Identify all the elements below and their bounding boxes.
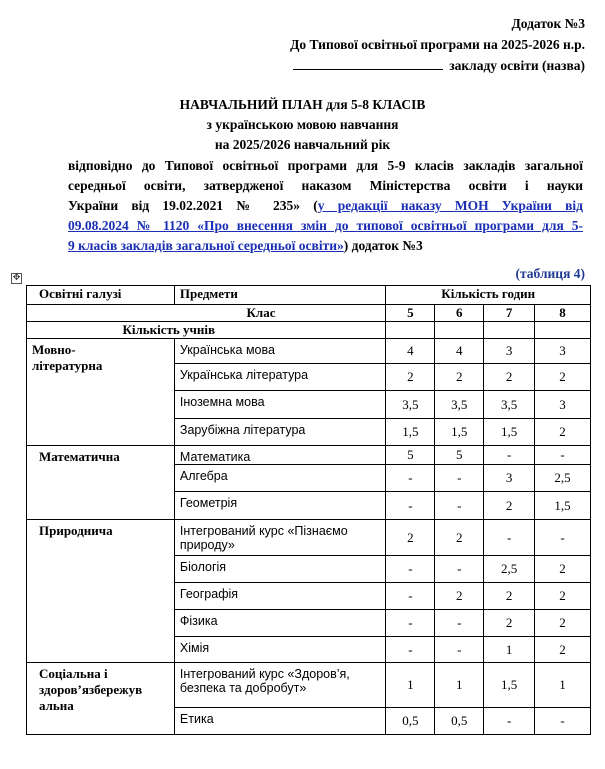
students-label: Кількість учнів <box>27 322 386 339</box>
hours-cell: 4 <box>435 339 484 364</box>
class-8: 8 <box>535 305 591 322</box>
subject-name: Іноземна мова <box>174 391 386 419</box>
hours-cell: - <box>386 583 435 610</box>
hours-cell: - <box>535 520 591 556</box>
subject-name: Зарубіжна література <box>174 419 386 446</box>
class-5: 5 <box>386 305 435 322</box>
class-row <box>27 305 591 322</box>
hours-cell: - <box>386 637 435 663</box>
hours-cell: 2 <box>535 637 591 663</box>
subject-name: Алгебра <box>174 465 386 492</box>
header-hours: Кількість годин <box>386 286 591 305</box>
hours-cell: 2 <box>535 610 591 637</box>
subject-name: Фізика <box>174 610 386 637</box>
order-link[interactable]: у редакції наказу МОН України від <box>317 198 584 213</box>
hours-cell: 1,5 <box>484 663 535 708</box>
hours-cell: 2 <box>435 520 484 556</box>
table-number: (таблиця 4) <box>515 266 585 281</box>
table-row <box>27 520 591 556</box>
hours-cell: 3,5 <box>386 391 435 419</box>
basis-text: України від 19.02.2021 № 235» ( <box>68 198 318 213</box>
order-link-end[interactable]: 9 класів закладів загальної середньої освіти» <box>68 238 344 253</box>
hours-cell: 2 <box>484 364 535 391</box>
area-name: Математична <box>27 446 175 520</box>
hours-cell: 1 <box>386 663 435 708</box>
subject-name: Біологія <box>174 556 386 583</box>
hours-cell: - <box>435 465 484 492</box>
appendix-subtitle: До Типової освітньої програми на 2025-2026 н.р. <box>290 37 585 52</box>
area-name: Соціальна і здоров’язбережув альна <box>27 663 175 735</box>
hours-cell: 2 <box>435 364 484 391</box>
hours-cell: - <box>386 492 435 520</box>
hours-cell: - <box>484 446 535 465</box>
hours-cell: 2 <box>386 364 435 391</box>
hours-cell: 2 <box>435 583 484 610</box>
table-row <box>27 663 591 708</box>
subject-name: Українська мова <box>174 339 386 364</box>
class-7: 7 <box>484 305 535 322</box>
hours-cell: - <box>535 446 591 465</box>
class-6: 6 <box>435 305 484 322</box>
hours-cell: 2 <box>484 492 535 520</box>
table-header-row <box>27 286 591 305</box>
hours-cell: 4 <box>386 339 435 364</box>
hours-cell: 2 <box>535 583 591 610</box>
header-subjects: Предмети <box>174 286 386 305</box>
basis-paragraph-line-2: середньої освіти, затвердженої наказом Міністерства освіти і науки <box>68 178 583 193</box>
subject-name: Географія <box>174 583 386 610</box>
plan-language: з українською мовою навчання <box>206 117 399 132</box>
plan-title: НАВЧАЛЬНИЙ ПЛАН для 5-8 КЛАСІВ <box>179 97 426 112</box>
hours-cell: 3 <box>484 339 535 364</box>
hours-cell: 1 <box>484 637 535 663</box>
students-7[interactable] <box>484 322 535 339</box>
hours-cell: 2,5 <box>535 465 591 492</box>
basis-paragraph-line-5 <box>68 236 583 256</box>
table-move-handle-icon[interactable]: ✥ <box>12 273 21 283</box>
order-link-cont[interactable]: 09.08.2024 № 1120 «Про внесення змін до типової освітньої програми для 5- <box>68 218 583 233</box>
subject-name: Етика <box>174 708 386 735</box>
hours-cell: - <box>386 465 435 492</box>
institution-name-label: закладу освіти (назва) <box>449 58 585 73</box>
header-area: Освітні галузі <box>27 286 175 305</box>
class-label: Клас <box>27 305 386 322</box>
hours-cell: 2 <box>484 583 535 610</box>
hours-cell: 2 <box>386 520 435 556</box>
hours-cell: 1,5 <box>386 419 435 446</box>
subject-name: Геометрія <box>174 492 386 520</box>
hours-cell: 2 <box>535 364 591 391</box>
table-row <box>27 339 591 364</box>
hours-cell: - <box>435 637 484 663</box>
appendix-ref: ) додаток №3 <box>343 238 423 253</box>
hours-cell: 3 <box>484 465 535 492</box>
students-row <box>27 322 591 339</box>
hours-cell: 3 <box>535 391 591 419</box>
hours-cell: - <box>386 610 435 637</box>
hours-cell: 1,5 <box>484 419 535 446</box>
area-name: Мовно- літературна <box>27 339 175 446</box>
subject-name: Інтегрований курс «Пізнаємо природу» <box>174 520 386 556</box>
hours-cell: 1,5 <box>535 492 591 520</box>
hours-cell: - <box>435 556 484 583</box>
hours-cell: 0,5 <box>386 708 435 735</box>
subject-name: Інтегрований курс «Здоров’я, безпека та добробут» <box>174 663 386 708</box>
hours-cell: 2 <box>535 419 591 446</box>
subject-name: Хімія <box>174 637 386 663</box>
blank-field <box>293 56 443 70</box>
hours-cell: - <box>435 610 484 637</box>
table-row <box>27 446 591 465</box>
hours-cell: 3,5 <box>484 391 535 419</box>
hours-cell: - <box>435 492 484 520</box>
hours-cell: 5 <box>435 446 484 465</box>
students-8[interactable] <box>535 322 591 339</box>
appendix-number: Додаток №3 <box>511 16 585 31</box>
hours-cell: 1 <box>435 663 484 708</box>
basis-paragraph-line-4 <box>68 216 583 236</box>
basis-paragraph-line-1: відповідно до Типової освітньої програми для 5-9 класів закладів загальної <box>68 158 583 173</box>
area-name: Природнича <box>27 520 175 663</box>
hours-cell: - <box>484 708 535 735</box>
students-5[interactable] <box>386 322 435 339</box>
hours-cell: 0,5 <box>435 708 484 735</box>
subject-name: Математика <box>174 446 386 465</box>
students-6[interactable] <box>435 322 484 339</box>
hours-cell: 3 <box>535 339 591 364</box>
institution-name-line <box>293 56 585 75</box>
hours-cell: - <box>386 556 435 583</box>
hours-cell: 2 <box>535 556 591 583</box>
hours-cell: 3,5 <box>435 391 484 419</box>
hours-cell: - <box>484 520 535 556</box>
hours-cell: 1,5 <box>435 419 484 446</box>
hours-cell: 2,5 <box>484 556 535 583</box>
hours-cell: 5 <box>386 446 435 465</box>
subject-name: Українська література <box>174 364 386 391</box>
curriculum-table <box>26 285 591 735</box>
hours-cell: - <box>535 708 591 735</box>
hours-cell: 1 <box>535 663 591 708</box>
hours-cell: 2 <box>484 610 535 637</box>
basis-paragraph-line-3 <box>68 196 583 216</box>
plan-year: на 2025/2026 навчальний рік <box>214 137 391 152</box>
